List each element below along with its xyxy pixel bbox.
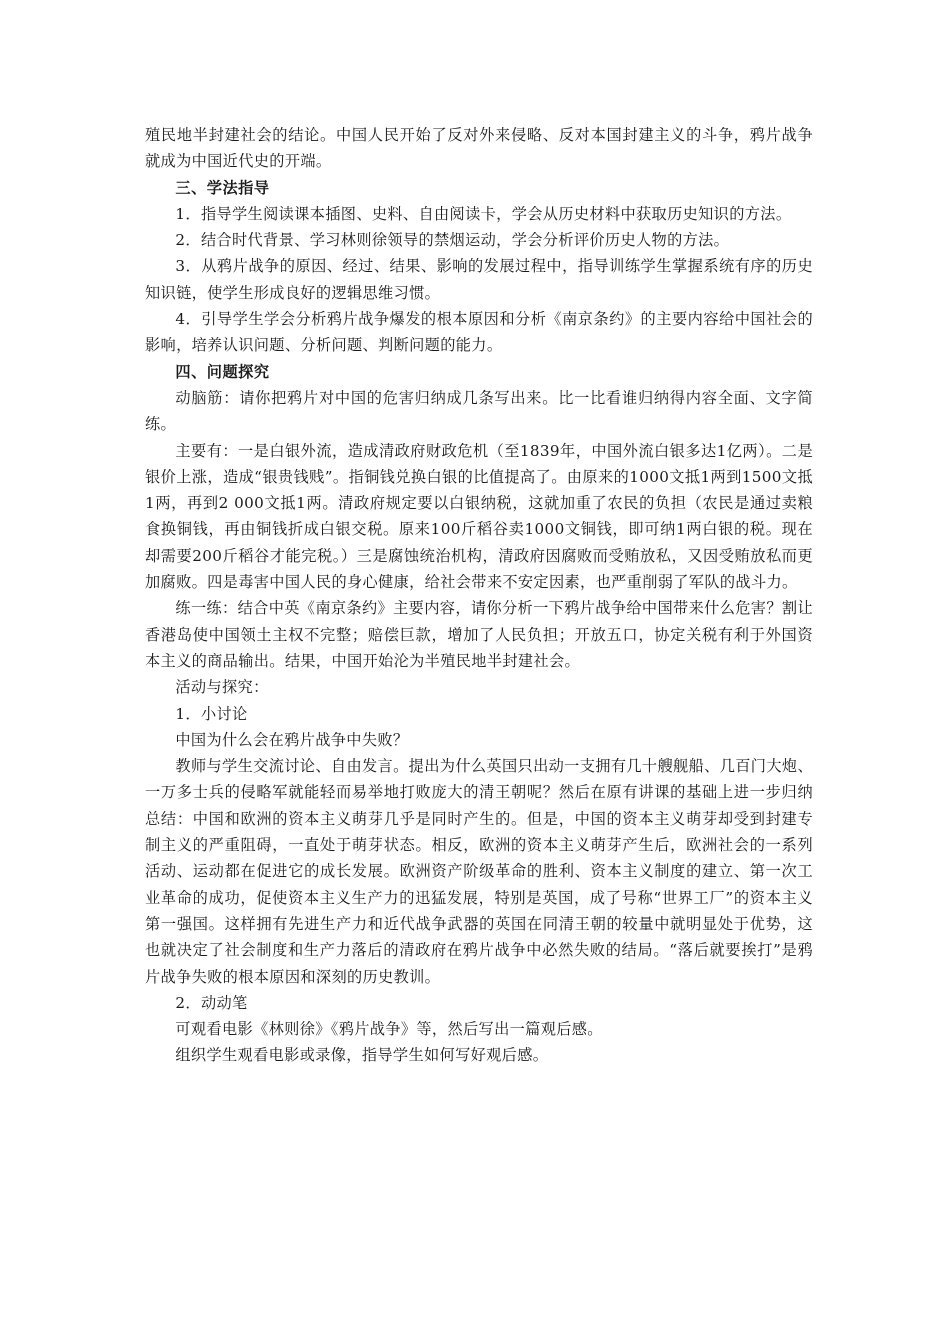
study-method-item-2: 2．结合时代背景、学习林则徐领导的禁烟运动，学会分析评价历史人物的方法。	[175, 231, 730, 250]
paragraph-brainstorm: 动脑筋：请你把鸦片对中国的危害归纳成几条写出来。比一比看谁归纳得内容全面、文字简练。	[145, 388, 813, 434]
paragraph-discussion-question: 中国为什么会在鸦片战争中失败？	[175, 730, 409, 749]
paragraph-main-harms: 主要有：一是白银外流，造成清政府财政危机（至1839年，中国外流白银多达1亿两）。二是银价上涨，造成“银贵钱贱”。指铜钱兑换白银的比值提高了。由原来的1000文抵1两到1500文抵1两，再到2 000文抵1两。清政府规定要以白银纳税，这就加重了农民的负担（农民是通过卖粮食换铜钱，再由铜钱折成白银交税。原来100斤稻谷卖1000文铜钱，即可纳1两白银的税。现在却需要200斤稻谷才能完税。）三是腐蚀统治机构，清政府因腐败而受贿放私，又因受贿放私而更加腐败。四是毒害中国人民的身心健康，给社会带来不安定因素，也严重削弱了军队的战斗力。	[145, 441, 813, 592]
study-method-item-3: 3．从鸦片战争的原因、经过、结果、影响的发展过程中，指导训练学生掌握系统有序的历史知识链，使学生形成良好的逻辑思维习惯。	[145, 257, 813, 302]
paragraph-practice: 练一练：结合中英《南京条约》主要内容，请你分析一下鸦片战争给中国带来什么危害？割让香港岛使中国领土主权不完整；赔偿巨款，增加了人民负担；开放五口，协定关税有利于外国资本主义的商品输出。结果，中国开始沦为半殖民地半封建社会。	[145, 599, 813, 670]
section-heading-inquiry: 四、问题探究	[175, 362, 270, 381]
paragraph-small-discussion: 1．小讨论	[175, 704, 248, 723]
paragraph-activity-label: 活动与探究：	[175, 678, 269, 697]
document-body	[145, 122, 813, 1069]
section-heading-study-methods: 三、学法指导	[175, 178, 270, 197]
paragraph-discussion-summary: 教师与学生交流讨论、自由发言。提出为什么英国只出动一支拥有几十艘舰船、几百门大炮、一万多士兵的侵略军就能轻而易举地打败庞大的清王朝呢？然后在原有讲课的基础上进一步归纳总结：中国和欧洲的资本主义萌芽几乎是同时产生的。但是，中国的资本主义萌芽却受到封建专制主义的严重阻碍，一直处于萌芽状态。相反，欧洲的资本主义萌芽产生后，欧洲社会的一系列活动、运动都在促进它的成长发展。欧洲资产阶级革命的胜利、资本主义制度的建立、第一次工业革命的成功，促使资本主义生产力的迅猛发展，特别是英国，成了号称“世界工厂”的资本主义第一强国。这样拥有先进生产力和近代战争武器的英国在同清王朝的较量中就明显处于优势，这也就决定了社会制度和生产力落后的清政府在鸦片战争中必然失败的结局。“落后就要挨打”是鸦片战争失败的根本原因和深刻的历史教训。	[145, 757, 813, 986]
paragraph-writing-task: 可观看电影《林则徐》《鸦片战争》等，然后写出一篇观后感。	[175, 1020, 603, 1039]
paragraph-conclusion: 殖民地半封建社会的结论。中国人民开始了反对外来侵略、反对本国封建主义的斗争，鸦片战争就成为中国近代史的开端。	[145, 126, 813, 171]
study-method-item-4: 4．引导学生学会分析鸦片战争爆发的根本原因和分析《南京条约》的主要内容给中国社会的影响，培养认识问题、分析问题、判断问题的能力。	[145, 310, 813, 355]
study-method-item-1: 1．指导学生阅读课本插图、史料、自由阅读卡，学会从历史材料中获取历史知识的方法。	[175, 204, 792, 223]
paragraph-writing-guidance: 组织学生观看电影或录像，指导学生如何写好观后感。	[175, 1046, 549, 1065]
paragraph-writing-label: 2．动动笔	[175, 993, 248, 1012]
